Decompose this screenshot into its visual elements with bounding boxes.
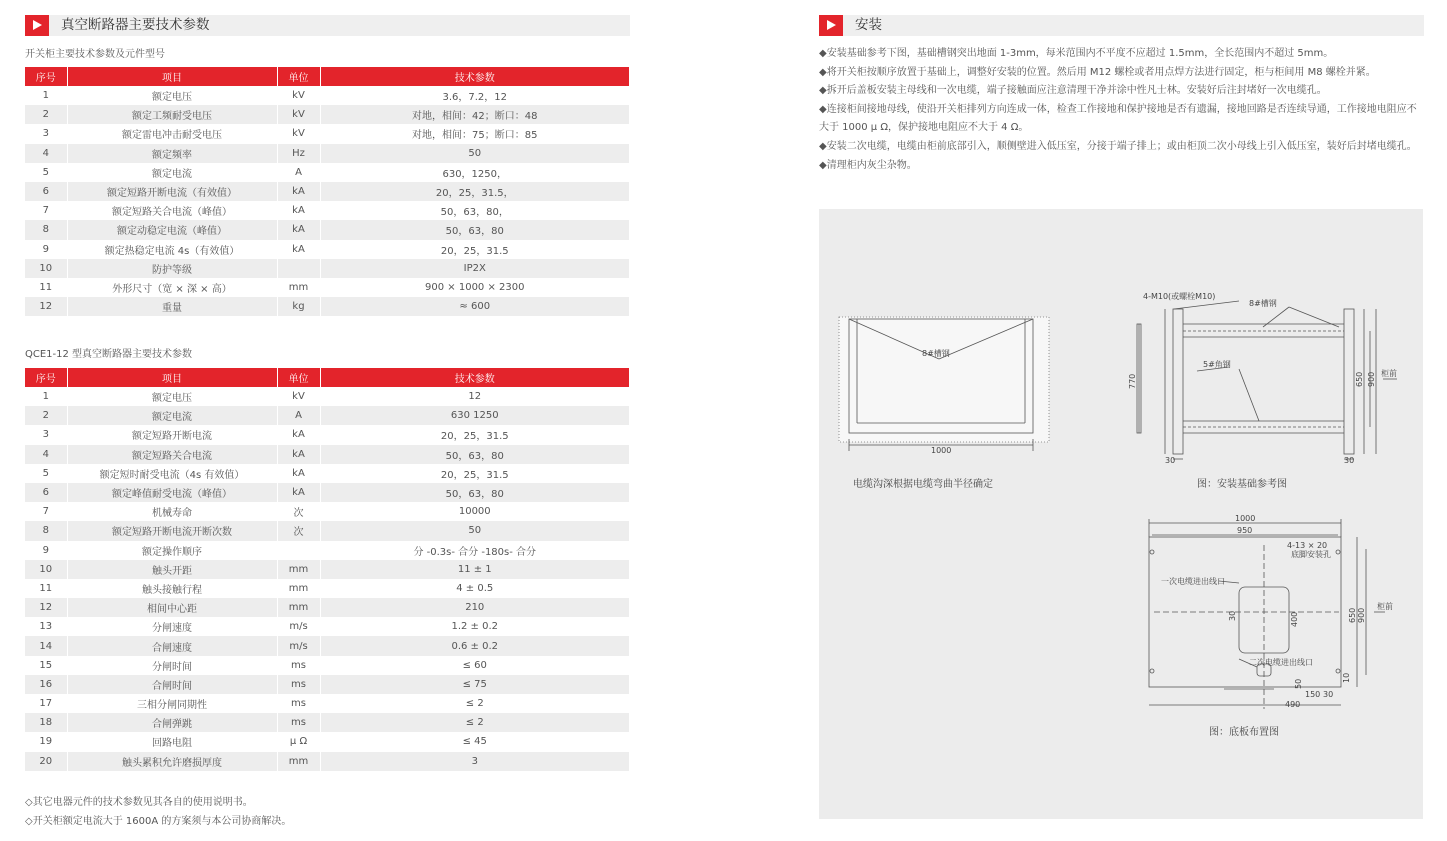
cell-value: IP2X <box>320 259 629 278</box>
cell-row-number: 2 <box>25 105 67 124</box>
cell-value: 12 <box>468 391 482 403</box>
cell-item-name: 额定峰值耐受电流（峰值） <box>67 483 277 502</box>
cell-unit: kA <box>277 240 320 259</box>
cell-item-name: 额定操作顺序 <box>67 541 277 560</box>
cell-row-number: 19 <box>25 732 67 751</box>
cell-value: 50，63，80， <box>440 207 509 219</box>
switchgear-spec-table <box>25 67 629 316</box>
baseplate-dim-10: 10 <box>1342 672 1351 683</box>
cell-item-name: 合闸时间 <box>67 675 277 694</box>
cell-unit: kV <box>277 86 320 105</box>
baseplate-dim-30: 30 <box>1228 610 1237 621</box>
install-step-2: ◆将开关柜按顺序放置于基础上，调整好安装的位置。然后用 M12 螺栓或者用点焊方法进行固定，柜与柜间用 M8 螺栓并紧。 <box>819 66 1376 78</box>
table-row <box>25 259 629 278</box>
table-row <box>25 182 629 201</box>
table-row <box>25 579 629 598</box>
right-section-header <box>819 15 1424 36</box>
cell-unit: kg <box>277 297 320 316</box>
table-row <box>25 675 629 694</box>
cell-value: 1.2 ± 0.2 <box>451 621 499 633</box>
table-row <box>25 656 629 675</box>
cell-unit: mm <box>277 560 320 579</box>
cell-unit: kA <box>277 425 320 444</box>
cell-value: 20，25，31.5 <box>440 431 509 443</box>
table-row <box>25 713 629 732</box>
cell-item-name: 额定动稳定电流（峰值） <box>67 220 277 239</box>
cell-item-name: 相间中心距 <box>67 598 277 617</box>
cell-value: 630，1250， <box>442 168 508 180</box>
cell-value: ≈ 600 <box>320 297 629 316</box>
col-header-unit: 单位 <box>277 368 320 387</box>
cell-unit: ms <box>277 675 320 694</box>
cell-row-number: 11 <box>25 579 67 598</box>
baseplate-dim-400: 400 <box>1290 611 1299 627</box>
cell-unit: ms <box>277 713 320 732</box>
baseplate-front-label: 柜前 <box>1377 602 1393 611</box>
cell-item-name: 三相分闸同期性 <box>67 694 277 713</box>
cell-unit: A <box>277 163 320 182</box>
cell-row-number: 8 <box>25 220 67 239</box>
cell-row-number: 11 <box>25 278 67 297</box>
cell-unit: mm <box>277 752 320 771</box>
cell-value: 630 1250 <box>320 406 629 425</box>
table-row <box>25 406 629 425</box>
cell-value: 50 <box>320 521 629 540</box>
cell-value: 11 ± 1 <box>320 560 629 579</box>
cell-item-name: 防护等级 <box>67 259 277 278</box>
install-step-3: ◆拆开后盖板安装主母线和一次电缆，端子接触面应注意清理干净并涂中性凡士林。安装好后注封堵好一次电缆孔。 <box>819 85 1327 97</box>
cell-value: ≤ 75 <box>320 675 629 694</box>
cell-item-name: 额定短时耐受电流（4s 有效值） <box>67 464 277 483</box>
cell-item-name: 合闸速度 <box>67 636 277 655</box>
baseplate-dim-150: 150 <box>1305 690 1321 699</box>
install-step-4: ◆连接柜间接地母线，使沿开关柜排列方向连成一体，检查工作接地和保护接地是否有遗漏，接地回路是否连续导通，工作接地电阻应不大于 1000 μ Ω，保护接地电阻应不大于 4 Ω。 <box>819 103 1417 134</box>
cell-unit: A <box>277 406 320 425</box>
cell-item-name: 额定短路开断电流 <box>67 425 277 444</box>
cell-value: 4 ± 0.5 <box>456 582 494 594</box>
cell-unit <box>277 259 320 278</box>
baseplate-holes-label-2: 底脚安装孔 <box>1291 550 1331 559</box>
table-row <box>25 541 629 560</box>
cell-item-name: 额定热稳定电流 4s（有效值） <box>67 240 277 259</box>
cell-unit: kA <box>277 464 320 483</box>
table-row <box>25 387 629 406</box>
cell-item-name: 额定短路关合电流（峰值） <box>67 201 277 220</box>
table2-title: QCE1-12 型真空断路器主要技术参数 <box>25 349 193 360</box>
install-instructions <box>819 45 1425 175</box>
baseplate-dim-50: 50 <box>1294 678 1303 689</box>
cell-item-name: 重量 <box>67 297 277 316</box>
install-step-6: ◆清理柜内灰尘杂物。 <box>819 159 917 171</box>
cell-value: 50，63，80 <box>320 445 629 464</box>
table-row <box>25 502 629 521</box>
cell-unit: 次 <box>277 502 320 521</box>
cell-unit: kV <box>277 124 320 143</box>
cell-item-name: 额定工频耐受电压 <box>67 105 277 124</box>
cell-value: 20，25，31.5 <box>440 469 509 481</box>
table-row <box>25 732 629 751</box>
table-row <box>25 694 629 713</box>
footnote-1: ◇其它电器元件的技术参数见其各自的使用说明书。 <box>25 797 253 808</box>
cell-unit: kV <box>277 387 320 406</box>
col-header-value: 技术参数 <box>320 67 629 86</box>
col-header-row-number: 序号 <box>25 368 67 387</box>
cell-row-number: 5 <box>25 464 67 483</box>
table-row <box>25 425 629 444</box>
col-header-unit: 单位 <box>277 67 320 86</box>
cell-unit: ms <box>277 694 320 713</box>
col-header-value: 技术参数 <box>320 368 629 387</box>
cell-value: 0.6 ± 0.2 <box>320 636 629 655</box>
table-row <box>25 278 629 297</box>
foundation-angle-label: 5#角钢 <box>1203 360 1231 369</box>
cell-item-name: 外形尺寸（宽 × 深 × 高） <box>67 278 277 297</box>
table-row <box>25 144 629 163</box>
baseplate-dim-900: 900 <box>1357 607 1366 623</box>
cell-row-number: 9 <box>25 240 67 259</box>
cell-item-name: 额定电压 <box>67 86 277 105</box>
foundation-dim-30-right: 30 <box>1344 456 1355 465</box>
breaker-spec-table <box>25 368 629 771</box>
cell-value: 3.6，7.2，12 <box>442 92 508 104</box>
cell-unit: m/s <box>277 636 320 655</box>
table-row <box>25 483 629 502</box>
cell-unit: kV <box>277 105 320 124</box>
cell-unit: m/s <box>277 617 320 636</box>
cell-row-number: 4 <box>25 445 67 464</box>
table-row <box>25 297 629 316</box>
cell-row-number: 20 <box>25 752 67 771</box>
foundation-dim-650: 650 <box>1355 371 1364 387</box>
baseplate-holes-label: 4-13 × 20 <box>1287 541 1328 550</box>
table-row <box>25 105 629 124</box>
cell-row-number: 15 <box>25 656 67 675</box>
cell-row-number: 9 <box>25 541 67 560</box>
table-row <box>25 598 629 617</box>
cell-unit: kA <box>277 182 320 201</box>
baseplate-dim-490: 490 <box>1285 700 1301 709</box>
installation-diagrams <box>819 209 1423 819</box>
cell-value: 210 <box>320 598 629 617</box>
cell-row-number: 4 <box>25 144 67 163</box>
cell-item-name: 分闸时间 <box>67 656 277 675</box>
play-icon <box>25 15 49 36</box>
right-section-title: 安装 <box>855 17 882 33</box>
cell-unit: mm <box>277 278 320 297</box>
cell-item-name: 触头接触行程 <box>67 579 277 598</box>
foundation-bolt-label: 4-M10(或螺栓M10) <box>1143 292 1216 301</box>
cell-row-number: 18 <box>25 713 67 732</box>
left-section-header <box>25 15 630 36</box>
cell-value: 分 -0.3s- 合分 -180s- 合分 <box>413 546 537 558</box>
cell-value: 50，63，80 <box>320 483 629 502</box>
table-row <box>25 201 629 220</box>
cell-item-name: 额定电流 <box>67 406 277 425</box>
cell-value: 10000 <box>458 506 491 518</box>
table-row <box>25 617 629 636</box>
table-row <box>25 752 629 771</box>
cell-item-name: 机械寿命 <box>67 502 277 521</box>
cell-row-number: 5 <box>25 163 67 182</box>
foundation-channel-label: 8#槽钢 <box>1249 299 1277 308</box>
diagram-panel <box>819 209 1423 819</box>
cell-value: 3 <box>320 752 629 771</box>
cell-unit: Hz <box>277 144 320 163</box>
trench-diagram <box>839 317 1049 451</box>
cell-item-name: 额定短路关合电流 <box>67 445 277 464</box>
col-header-item-name: 项目 <box>67 368 277 387</box>
table-row <box>25 464 629 483</box>
cell-row-number: 6 <box>25 182 67 201</box>
foundation-dim-30-left: 30 <box>1165 456 1176 465</box>
cell-value: ≤ 60 <box>462 659 487 671</box>
cell-row-number: 1 <box>25 86 67 105</box>
cell-unit: mm <box>277 598 320 617</box>
foundation-front-label: 柜前 <box>1381 369 1397 378</box>
cell-row-number: 3 <box>25 124 67 143</box>
cell-value: 20，25，31.5， <box>320 182 629 201</box>
cell-item-name: 触头累积允许磨损厚度 <box>67 752 277 771</box>
table-row <box>25 163 629 182</box>
cell-value: ≤ 45 <box>462 736 487 748</box>
cell-value: 20，25，31.5 <box>440 245 509 257</box>
cell-item-name: 合闸弹跳 <box>67 713 277 732</box>
cell-row-number: 7 <box>25 201 67 220</box>
table-row <box>25 636 629 655</box>
col-header-item-name: 项目 <box>67 67 277 86</box>
cell-value: 对地，相间：42；断口：48 <box>320 105 629 124</box>
cell-item-name: 额定电流 <box>67 163 277 182</box>
cell-unit: kA <box>277 445 320 464</box>
cell-value: 50，63，80 <box>320 220 629 239</box>
cell-unit: mm <box>277 579 320 598</box>
cell-row-number: 13 <box>25 617 67 636</box>
cell-value: 900 × 1000 × 2300 <box>425 281 525 293</box>
cell-unit: 次 <box>277 521 320 540</box>
cell-unit <box>277 541 320 560</box>
cell-item-name: 额定短路开断电流开断次数 <box>67 521 277 540</box>
table-row <box>25 521 629 540</box>
cell-row-number: 10 <box>25 259 67 278</box>
cell-row-number: 8 <box>25 521 67 540</box>
cell-value: 50 <box>320 144 629 163</box>
cell-row-number: 1 <box>25 387 67 406</box>
cell-row-number: 12 <box>25 598 67 617</box>
cell-item-name: 额定雷电冲击耐受电压 <box>67 124 277 143</box>
col-header-row-number: 序号 <box>25 67 67 86</box>
cell-row-number: 6 <box>25 483 67 502</box>
table-row <box>25 220 629 239</box>
trench-width-dim: 1000 <box>931 446 952 455</box>
play-icon <box>819 15 843 36</box>
foundation-caption: 图：安装基础参考图 <box>1197 479 1287 490</box>
cell-row-number: 17 <box>25 694 67 713</box>
cell-row-number: 12 <box>25 297 67 316</box>
cell-value: 对地，相间：75；断口：85 <box>412 130 538 142</box>
left-section-title: 真空断路器主要技术参数 <box>61 17 210 33</box>
cell-value: ≤ 2 <box>465 698 484 710</box>
cell-item-name: 触头开距 <box>67 560 277 579</box>
baseplate-dim-950: 950 <box>1237 526 1253 535</box>
cell-row-number: 10 <box>25 560 67 579</box>
install-step-1: ◆安装基础参考下图，基础槽钢突出地面 1-3mm，每米范围内不平度不应超过 1.5mm，全长范围内不超过 5mm。 <box>819 48 1334 59</box>
table-row <box>25 240 629 259</box>
cell-unit: kA <box>277 220 320 239</box>
baseplate-secondary-label: 二次电缆进出线口 <box>1249 658 1313 667</box>
install-step-5: ◆安装二次电缆，电缆由柜前底部引入，顺侧壁进入低压室，分接于端子排上；或由柜顶二次小母线上引入低压室，装好后封堵电缆孔。 <box>819 140 1417 152</box>
cell-unit: kA <box>277 201 320 220</box>
baseplate-caption: 图：底板布置图 <box>1209 727 1279 738</box>
table-row <box>25 86 629 105</box>
table-row <box>25 445 629 464</box>
trench-channel-label: 8#槽钢 <box>922 349 950 358</box>
trench-caption: 电缆沟深根据电缆弯曲半径确定 <box>853 479 993 490</box>
footnote-2: ◇开关柜额定电流大于 1600A 的方案须与本公司协商解决。 <box>25 816 292 827</box>
cell-unit: kA <box>277 483 320 502</box>
cell-value: ≤ 2 <box>320 713 629 732</box>
table-row <box>25 124 629 143</box>
cell-item-name: 额定频率 <box>67 144 277 163</box>
cell-row-number: 3 <box>25 425 67 444</box>
cell-item-name: 额定电压 <box>67 387 277 406</box>
cell-row-number: 16 <box>25 675 67 694</box>
cell-row-number: 7 <box>25 502 67 521</box>
cell-item-name: 额定短路开断电流（有效值） <box>67 182 277 201</box>
baseplate-dim-1000: 1000 <box>1235 514 1256 523</box>
foundation-dim-770: 770 <box>1128 373 1137 389</box>
baseplate-dim-30b: 30 <box>1323 690 1334 699</box>
cell-item-name: 分闸速度 <box>67 617 277 636</box>
table1-title: 开关柜主要技术参数及元件型号 <box>25 49 165 60</box>
baseplate-primary-label: 一次电缆进出线口 <box>1161 577 1225 586</box>
cell-item-name: 回路电阻 <box>67 732 277 751</box>
cell-unit: μ Ω <box>277 732 320 751</box>
cell-row-number: 2 <box>25 406 67 425</box>
cell-row-number: 14 <box>25 636 67 655</box>
table-row <box>25 560 629 579</box>
foundation-dim-900: 900 <box>1367 371 1376 387</box>
cell-unit: ms <box>277 656 320 675</box>
baseplate-dim-650: 650 <box>1348 607 1357 623</box>
